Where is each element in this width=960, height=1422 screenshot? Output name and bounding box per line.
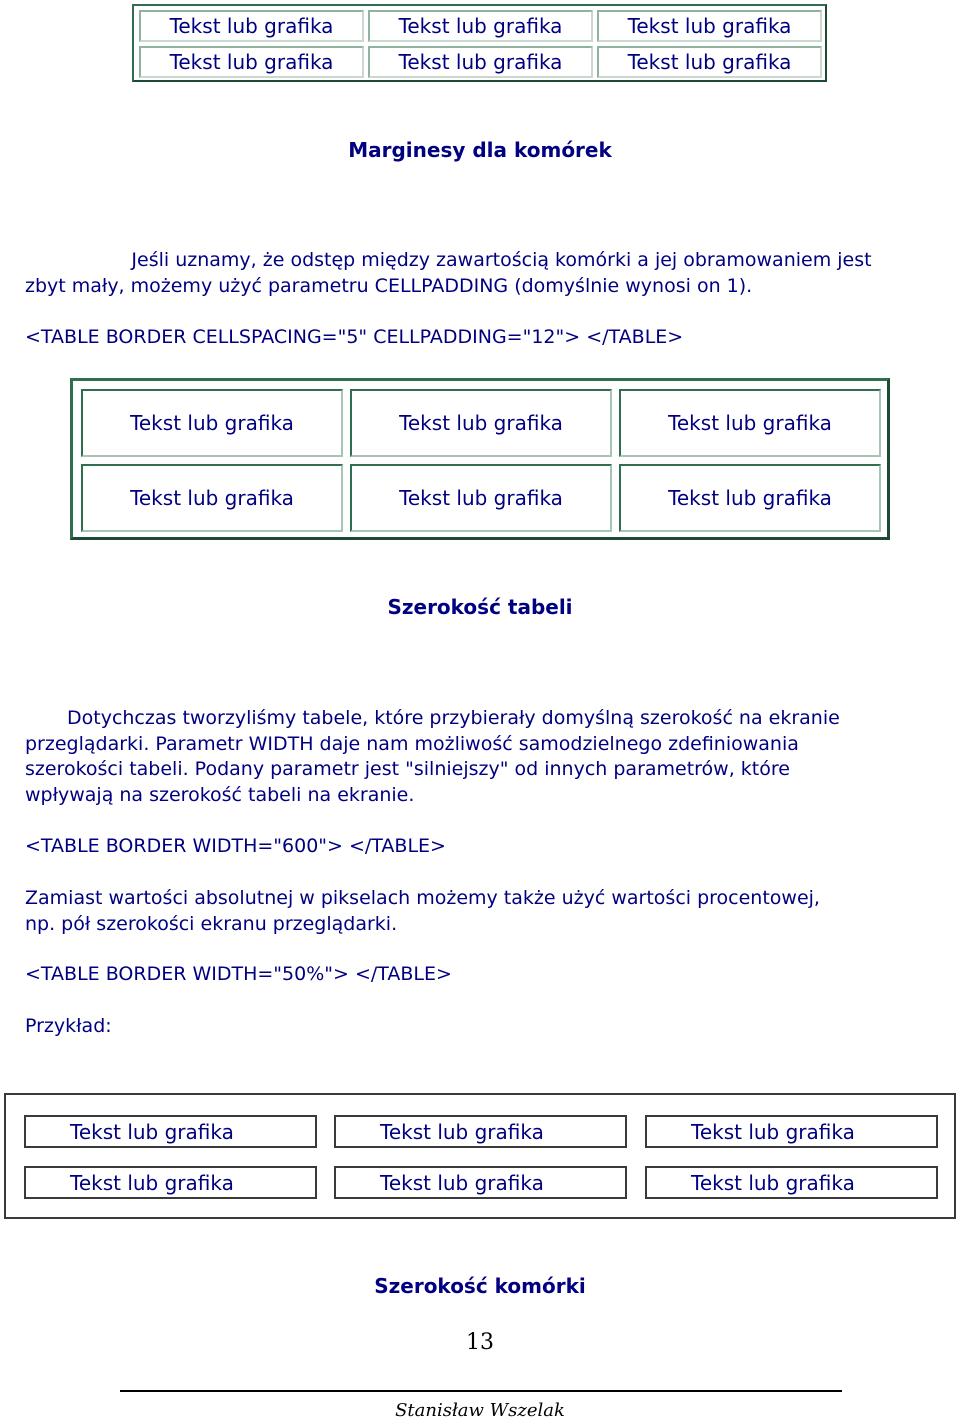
table-cell: Tekst lub grafika — [24, 1166, 317, 1199]
table-cell: Tekst lub grafika — [350, 464, 612, 532]
code-example-cellpadding: <TABLE BORDER CELLSPACING="5" CELLPADDING="12"> </TABLE> — [25, 326, 684, 348]
table-top — [132, 4, 827, 82]
table-cell: Tekst lub grafika — [24, 1115, 317, 1148]
paragraph-line: Jeśli uznamy, że odstęp między zawartością komórki a jej obramowaniem jest — [131, 249, 872, 271]
table-cell: Tekst lub grafika — [368, 10, 593, 42]
paragraph-cellpadding — [25, 248, 940, 299]
paragraph-percent — [25, 886, 940, 937]
table-cell: Tekst lub grafika — [619, 464, 881, 532]
section-heading-cell-margins: Marginesy dla komórek — [348, 138, 612, 162]
table-cell: Tekst lub grafika — [81, 389, 343, 457]
table-cell: Tekst lub grafika — [139, 46, 364, 78]
table-cell: Tekst lub grafika — [645, 1115, 938, 1148]
footer-author: Stanisław Wszelak — [395, 1400, 565, 1421]
code-example-width-px: <TABLE BORDER WIDTH="600"> </TABLE> — [25, 835, 446, 857]
page-number: 13 — [466, 1330, 494, 1355]
table-cell: Tekst lub grafika — [619, 389, 881, 457]
table-cell: Tekst lub grafika — [368, 46, 593, 78]
example-label: Przykład: — [25, 1015, 112, 1037]
paragraph-line: Zamiast wartości absolutnej w pikselach możemy także użyć wartości procentowej, — [25, 887, 820, 909]
section-heading-cell-width: Szerokość komórki — [374, 1274, 586, 1298]
table-cell: Tekst lub grafika — [597, 10, 822, 42]
table-cell: Tekst lub grafika — [645, 1166, 938, 1199]
table-cell: Tekst lub grafika — [350, 389, 612, 457]
table-wide — [4, 1093, 956, 1219]
table-cell: Tekst lub grafika — [597, 46, 822, 78]
paragraph-line: zbyt mały, możemy użyć parametru CELLPADDING (domyślnie wynosi on 1). — [25, 274, 753, 297]
table-cell: Tekst lub grafika — [334, 1166, 627, 1199]
paragraph-line: Dotychczas tworzyliśmy tabele, które przybierały domyślną szerokość na ekranie — [67, 707, 840, 729]
paragraph-width — [25, 706, 940, 808]
table-cell: Tekst lub grafika — [139, 10, 364, 42]
table-cell: Tekst lub grafika — [334, 1115, 627, 1148]
footer-divider — [120, 1390, 842, 1392]
paragraph-line: wpływają na szerokość tabeli na ekranie. — [25, 783, 415, 806]
table-cell: Tekst lub grafika — [81, 464, 343, 532]
section-heading-table-width: Szerokość tabeli — [387, 595, 573, 619]
paragraph-line: szerokości tabeli. Podany parametr jest "silniejszy" od innych parametrów, które — [25, 758, 790, 780]
code-example-width-percent: <TABLE BORDER WIDTH="50%"> </TABLE> — [25, 963, 452, 985]
paragraph-line: przeglądarki. Parametr WIDTH daje nam możliwość samodzielnego zdefiniowania — [25, 732, 799, 755]
table-padded — [70, 378, 890, 540]
paragraph-line: np. pół szerokości ekranu przeglądarki. — [25, 912, 398, 935]
